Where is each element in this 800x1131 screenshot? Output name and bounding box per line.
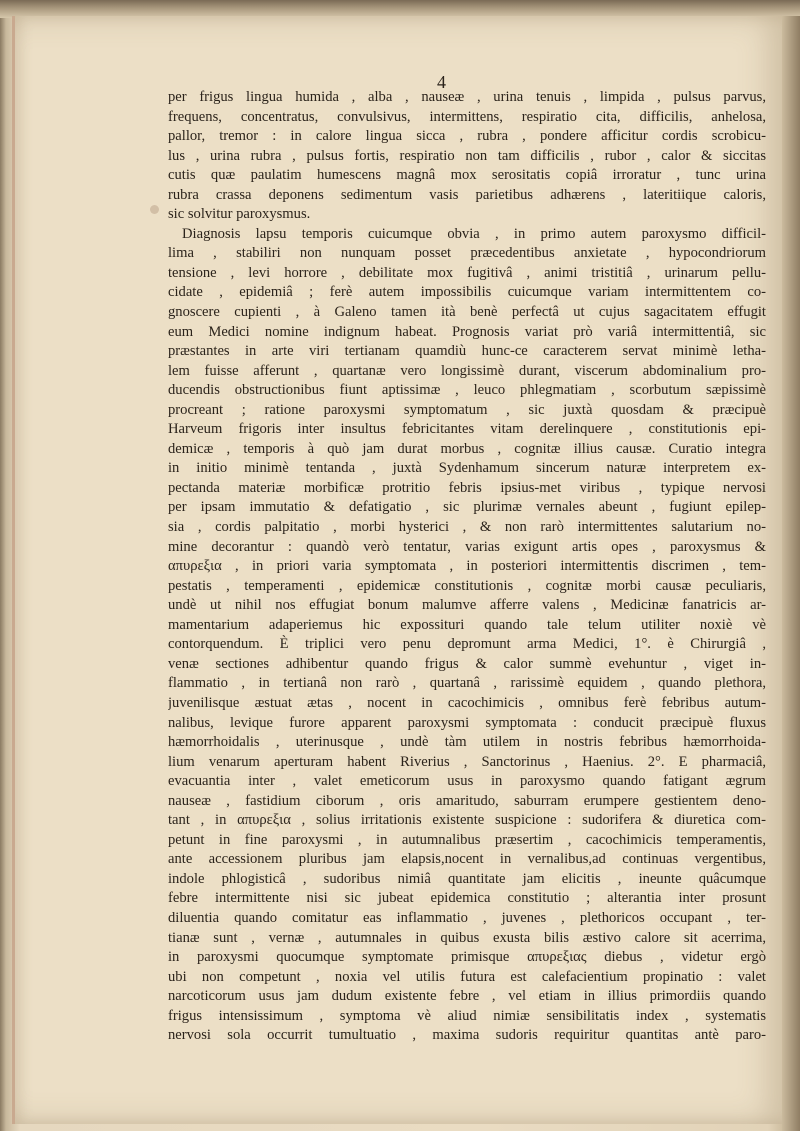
text-line: hæmorrhoidalis , uterinusque , undè tàm utilem in nostris febribus hæmorrhoida-	[168, 734, 766, 751]
text-line: tensione , levi horrore , debilitate mox fugitivâ , animi tristitiâ , urinarum pellu-	[168, 264, 766, 281]
text-line: per frigus lingua humida , alba , nauseæ , urina tenuis , limpida , pulsus parvus,	[168, 89, 766, 105]
text-line: ante accessionem pluribus jam elapsis,nocent in vernalibus,ad continuas vergentibus,	[168, 851, 766, 868]
text-line: frequens, concentratus, convulsivus, intermittens, respiratio cita, difficilis, anhelosa,	[168, 108, 766, 125]
text-line: per ipsam immutatio & defatigatio , sic plurimæ vernales abeunt , fugiunt epilep-	[168, 499, 766, 516]
text-line: in paroxysmi quocumque symptomate primisque απυρεξιας diebus , videtur ergò	[168, 949, 766, 966]
text-line: præstantes in arte viri tertianam quamdiù hunc-ce caracterem servat minimè letha-	[168, 343, 766, 360]
text-line: febre intermittente nisi sic jubeat epidemica constitutio ; alterantia inter prosunt	[168, 890, 766, 907]
text-line: ducendis obstructionibus fiunt aptissimæ , leuco phlegmatiam , scorbutum sæpissimè	[168, 382, 766, 399]
text-line: flammatio , in tertianâ non rarò , quartanâ , rarissimè equidem , quando plethora,	[168, 675, 766, 692]
text-line: juvenilisque æstuat ætas , nocent in cacochimicis , omnibus ferè febribus autum-	[168, 694, 766, 711]
text-line: pectanda materiæ morbificæ protritio febris ipsius-met viribus , typique nervosi	[168, 479, 766, 496]
text-line: eum Medici nomine indignum habeat. Prognosis variat prò variâ intermittentiâ, sic	[168, 323, 766, 340]
text-line: demicæ , temporis à quò jam durat morbus , cognitæ illius causæ. Curatio integra	[168, 440, 766, 457]
book-fore-edge	[782, 16, 800, 1131]
text-line: in initio minimè tentanda , juxtà Sydenhamum sincerum naturæ interpretem ex-	[168, 460, 766, 477]
paper-stain	[150, 205, 159, 214]
paragraph-start-line: Diagnosis lapsu temporis cuicumque obvia , in primo autem paroxysmo difficil-	[182, 225, 766, 242]
text-line: cutis quæ paulatim humescens magnâ mox serositatis copiâ irroratur , tunc urina	[168, 167, 766, 184]
page-number: 4	[437, 72, 446, 92]
text-line: lima , stabiliri non nunquam posset præcedentibus anxietate , hypocondriorum	[168, 245, 766, 262]
text-line: Harveum frigoris inter insultus febricitantes vitam derelinquere , constitutionis epi-	[168, 421, 766, 438]
text-line: mamentarium adaperiemus hic expossituri quando tale telum utiliter noxiè vè	[168, 616, 766, 633]
text-line: lus , urina rubra , pulsus fortis, respiratio non tam difficilis , rubor , calor & siccitas	[168, 147, 766, 164]
text-line: indole phlogisticâ , sudoribus nimiâ quantitate jam elicitis , ineunte quâcumque	[168, 870, 766, 887]
text-line: rubra crassa deponens sedimentum vasis parietibus adhærens , lateritiique caloris,	[168, 186, 766, 203]
text-line: narcoticorum usus jam dudum existente febre , vel etiam in illius primordiis quando	[168, 988, 766, 1005]
text-line: undè ut nihil nos effugiat bonum malumve afferre valens , Medicinæ fanatricis ar-	[168, 597, 766, 614]
text-line: nervosi sola occurrit tumultuatio , maxima sudoris requiritur quantitas antè paro-	[168, 1027, 766, 1044]
text-line: venæ sectiones adhibentur quando frigus & calor summè evehuntur , viget in-	[168, 655, 766, 672]
text-line: sia , cordis palpitatio , morbi hysterici , & non rarò intermittentes salutarium no-	[168, 519, 766, 536]
text-line: lium venarum aperturam habent Riverius , Sanctorinus , Haenius. 2°. E pharmaciâ,	[168, 753, 766, 770]
text-line: frigus intensissimum , symptoma vè aliud nimiæ sensibilitatis index , systematis	[168, 1007, 766, 1024]
text-line: sic solvitur paroxysmus.	[168, 206, 311, 223]
text-line: pallor, tremor : in calore lingua sicca , rubra , pondere afficitur cordis scrobicu-	[168, 128, 766, 145]
text-line: procreant ; ratione paroxysmi symptomatum , sic juxtà quosdam & præcipuè	[168, 401, 766, 418]
text-line: diluentia quando comitatur eas inflammatio , juvenes , plethoricos occupant , ter-	[168, 909, 766, 926]
text-line: nauseæ , fastidium ciborum , oris amaritudo, saburram erumpere gestientem deno-	[168, 792, 766, 809]
text-line: nalibus, levique furore apparent paroxysmi symptomata : conducit præcipuè fluxus	[168, 714, 766, 731]
text-line: απυρεξια , in priori varia symptomata , in posteriori intermittentis discrimen , tem-	[168, 558, 766, 575]
text-line: contorquendum. È triplici vero penu depromunt arma Medici, 1°. è Chirurgiâ ,	[168, 636, 766, 653]
text-line: evacuantia inter , valet emeticorum usus in paroxysmo quando fatigant ægrum	[168, 773, 766, 790]
text-line: tant , in απυρεξια , solius irritationis existente suspicione : sudorifera & diuretica com-	[168, 812, 766, 829]
text-line: petunt in fine paroxysmi , in autumnalibus præsertim , cacochimicis temperamentis,	[168, 831, 766, 848]
text-line: lem fuisse afferunt , quartanæ vero longissimè durant, viscerum abdominalium pro-	[168, 362, 766, 379]
text-line: cidate , epidemiâ ; ferè autem impossibilis cuicumque variam intermittentem co-	[168, 284, 766, 301]
text-line: gnoscere cupienti , à Galeno tamen ità benè perfectâ ut cujus sagacitatem effugit	[168, 304, 766, 321]
body-text	[168, 88, 766, 1046]
text-line: ubi non competunt , noxia vel utilis futura est calefacientium propinatio : valet	[168, 968, 766, 985]
text-line: pestatis , temperamenti , epidemicæ constitutionis , cognitæ morbi causæ peculiaris,	[168, 577, 766, 594]
text-line: tianæ sunt , vernæ , autumnales in quibus exusta bilis æstivo calore sit acerrima,	[168, 929, 766, 946]
text-line: mine decorantur : quandò verò tentatur, varias exigunt artis opes , paroxysmus &	[168, 538, 766, 555]
